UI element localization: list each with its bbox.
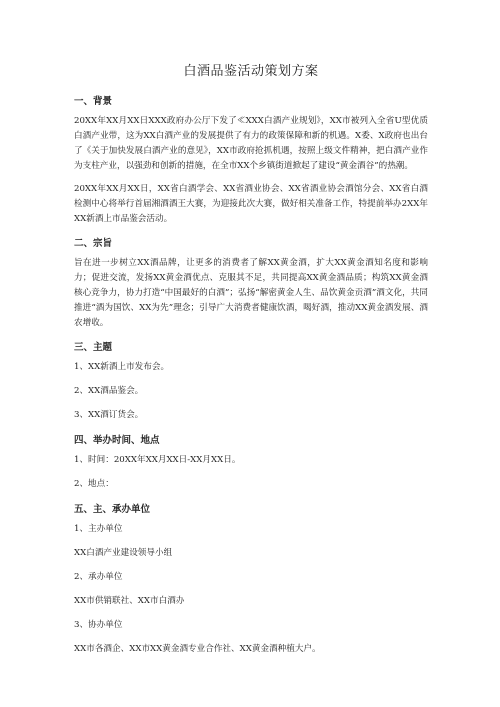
co-organizer-value: XX市各酒企、XX市XX黄金酒专业合作社、XX黄金酒种植大户。 (74, 644, 321, 654)
document-title: 白酒品鉴活动策划方案 (183, 64, 319, 79)
organizer-value: XX市供销联社、XX市白酒办 (74, 596, 185, 606)
organizer-label: 2、承办单位 (74, 572, 123, 582)
host-label: 1、主办单位 (74, 524, 123, 534)
purpose-paragraph: 旨在进一步树立XX酒品牌，让更多的消费者了解XX黄金酒，扩大XX黄金酒知名度和影响力；促进交流，发扬XX黄金酒优点、克服其不足，共同提高XX黄金酒品质；构筑XX黄金酒核心竞争力，协力打造“中国最好的白酒”；弘扬“解密黄金人生、品饮黄金贡酒”酒文化，共同推进“酒为国饮、XX为先”理念；引导广大消费者健康饮酒，喝好酒，推动XX黄金酒发展、酒农增收。 (74, 258, 428, 328)
section-heading-theme: 三、主题 (74, 342, 113, 353)
event-place: 2、地点： (74, 479, 114, 489)
section-heading-organizers: 五、主、承办单位 (74, 504, 151, 515)
background-paragraph-1: 20XX年XX月XX日XXX政府办公厅下发了≪XXX白酒产业规划》，XX市被列入全省U型优质白酒产业带，这为XX白酒产业的发展提供了有力的政策保障和新的机遇。X委、X政府也出台了《关于加快发展白酒产业的意见》，XX市政府抢抓机遇，按照上级文件精神，把白酒产业作为支柱产业，以强劲和创新的措施，在全市XX个乡镇街道掀起了建设“黄金酒谷”的热潮。 (74, 116, 429, 171)
co-organizer-label: 3、协办单位 (74, 620, 123, 630)
section-heading-purpose: 二、宗旨 (74, 238, 113, 249)
theme-item-2: 2、XX酒品鉴会。 (74, 386, 144, 396)
section-heading-time-place: 四、举办时间、地点 (74, 435, 160, 446)
theme-item-3: 3、XX酒订货会。 (74, 410, 144, 420)
event-time: 1、时间：20XX年XX月XX日-XX月XX日。 (74, 455, 241, 465)
background-paragraph-2: 20XX年XX月XX日，XX省白酒学会、XX省酒业协会、XX省酒业协会酒馆分会、XX省白酒检测中心将举行首届湘酒酒王大赛，为迎接此次大赛，做好相关准备工作，特提前举办2XX年XX新酒上市品鉴会活动。 (74, 184, 428, 224)
host-value: XX白酒产业建设领导小组 (74, 548, 173, 558)
theme-item-1: 1、XX新酒上市发布会。 (74, 362, 170, 372)
section-heading-background: 一、背景 (74, 96, 113, 107)
